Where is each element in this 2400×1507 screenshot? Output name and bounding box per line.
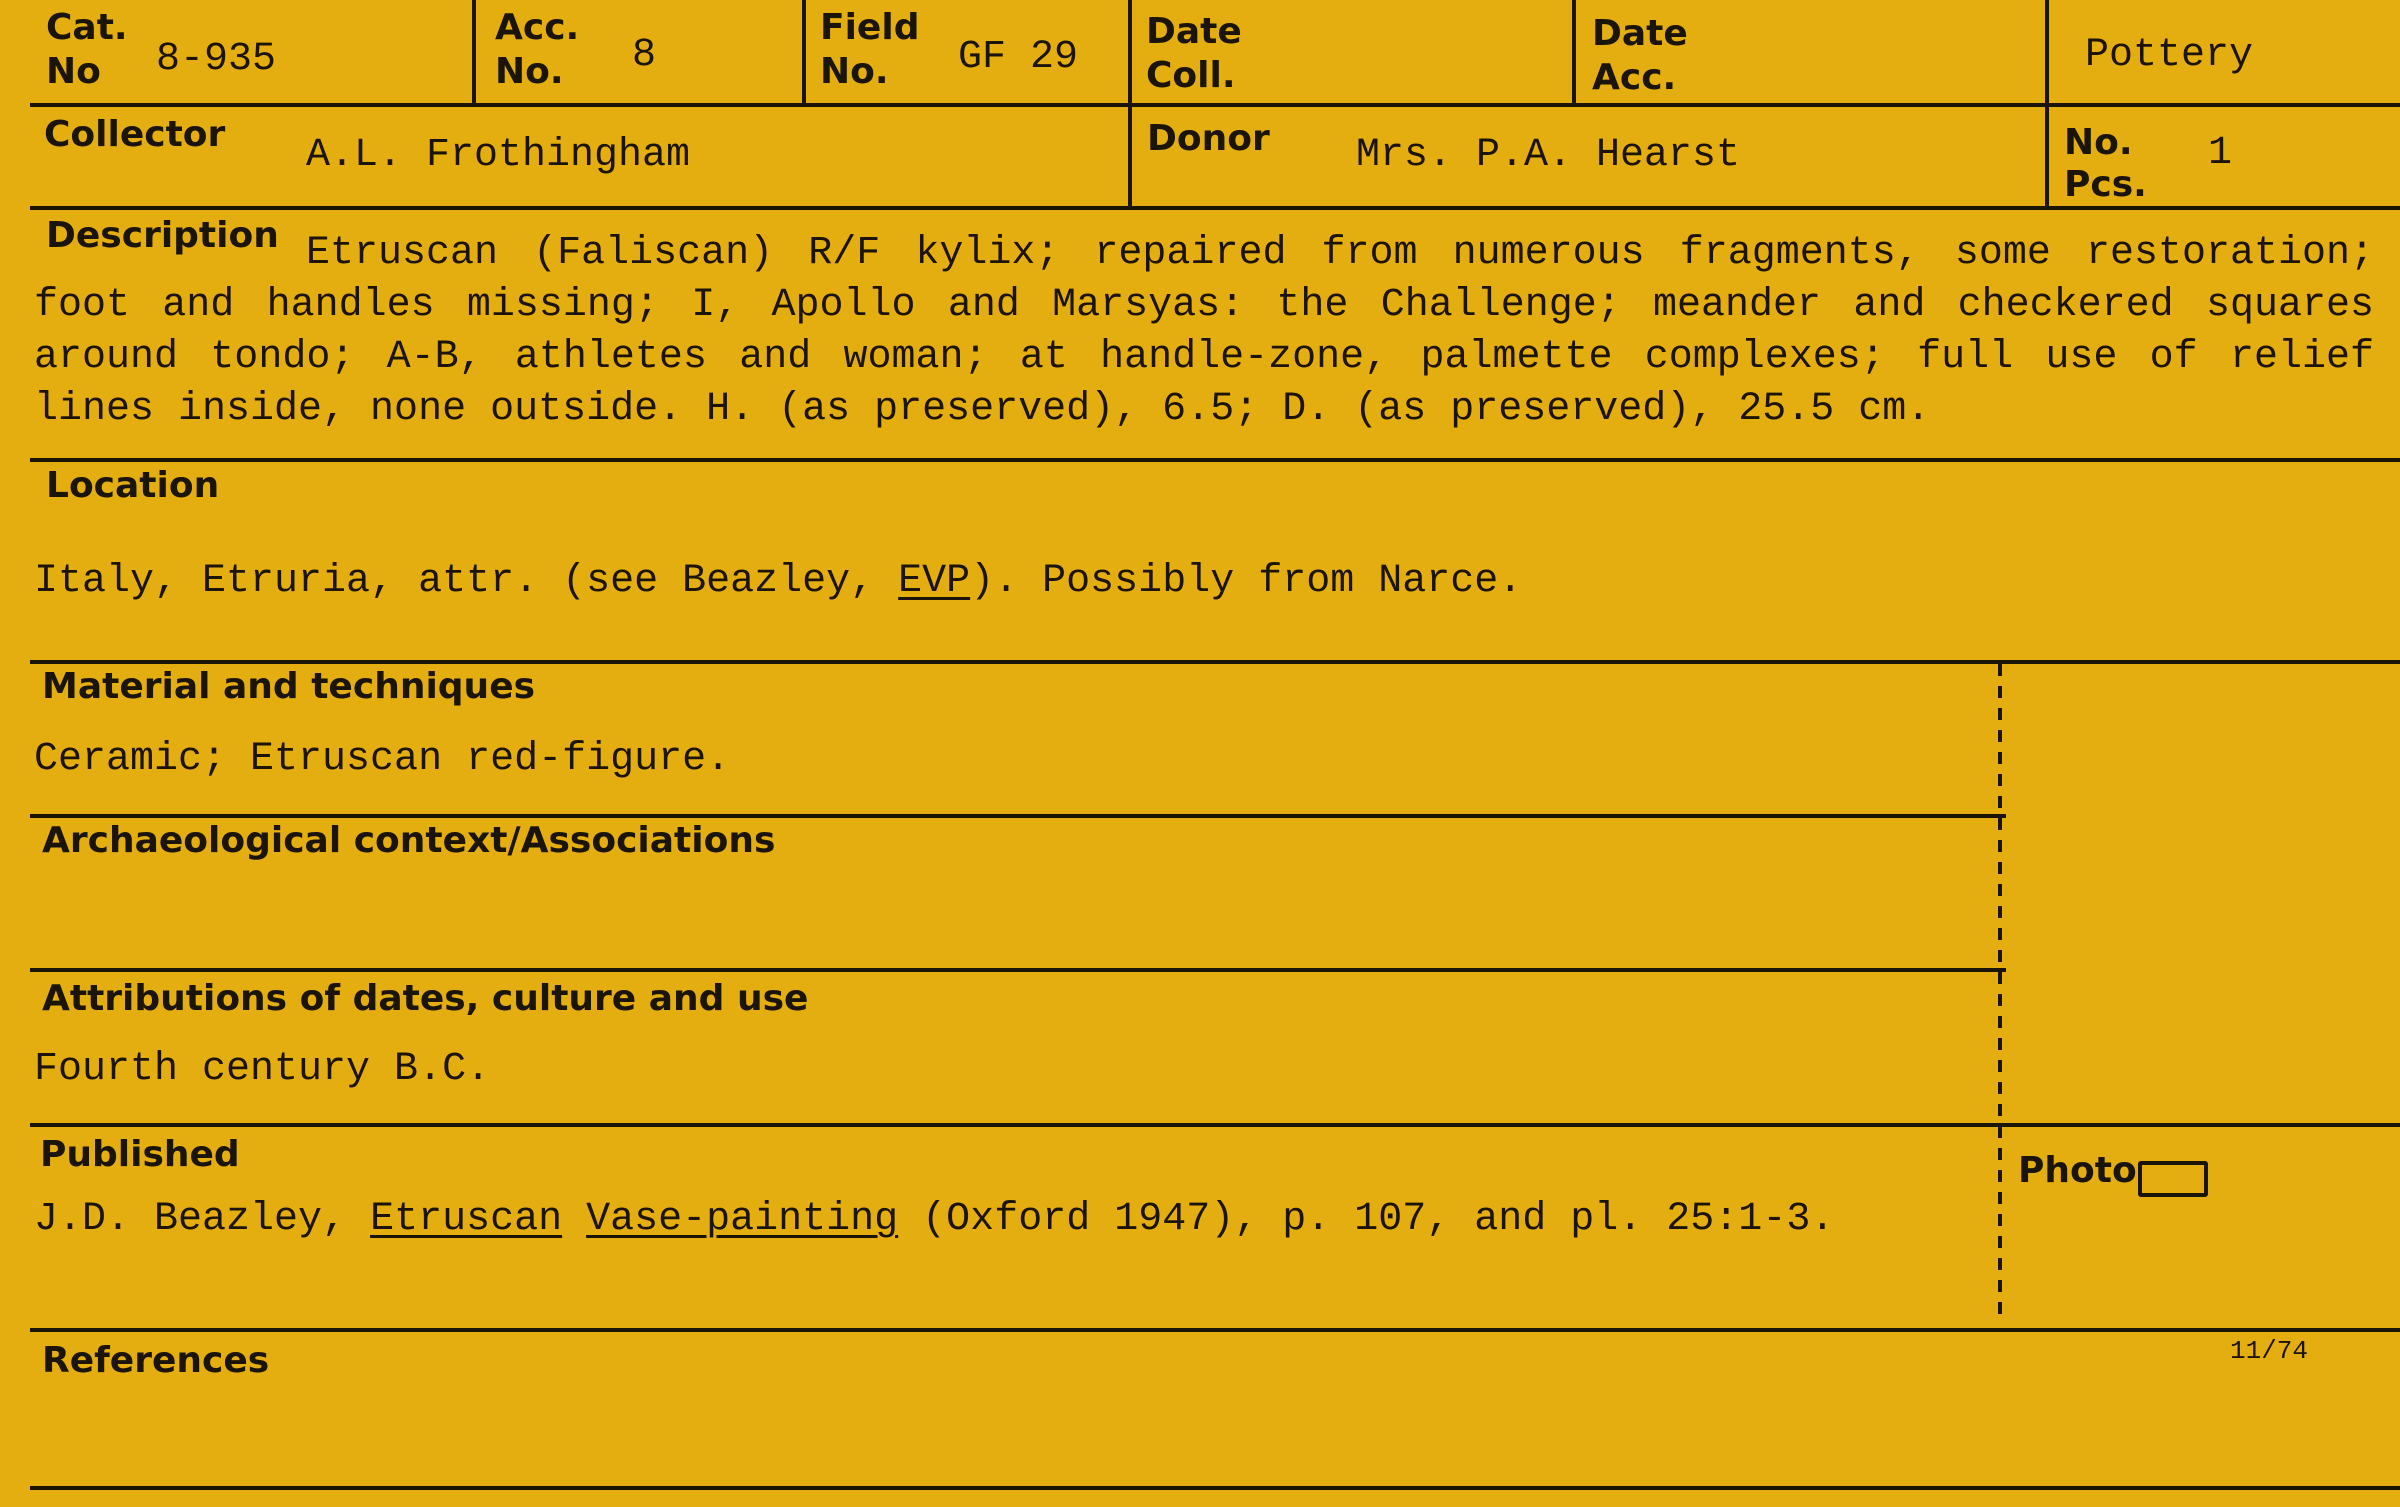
donor-label: Donor [1147,118,1270,159]
date-acc-label: Date Acc. [1592,13,1688,98]
divider-field-datecoll [1128,0,1132,208]
divider-acc-field [802,0,806,105]
collector-value: A.L. Frothingham [306,133,691,178]
date-stamp: 11/74 [2230,1336,2309,1366]
photo-column-divider [1998,664,2002,1324]
pcs-label: No. Pcs. [2064,122,2147,205]
location-text-before: Italy, Etruria, attr. (see Beazley, [34,559,899,604]
divider-dateacc-category [2045,0,2049,208]
donor-value: Mrs. P.A. Hearst [1356,133,1741,178]
description-label: Description [46,215,279,256]
published-author: J.D. Beazley, [34,1197,371,1242]
date-coll-label: Date Coll. [1146,11,1242,96]
field-no-value: GF 29 [958,35,1079,80]
divider-cat-acc [472,0,476,105]
rule-description-bottom [30,458,2400,462]
description-text: Etruscan (Faliscan) R/F kylix; repaired from numerous fragments, some restoration; foot and handles missing; I, Apollo and Marsyas: the Challenge; meander and checkered squares around tondo; A-B, athletes and woman; at handle-zone, palmette complexes; full use of relief lines inside, none outside. H. (as preserved), 6.5; D. (as preserved), 25.5 cm. [34,231,2374,432]
rule-published-bottom [30,1328,2400,1332]
acc-no-label: Acc. No. [495,7,580,92]
location-evp-underlined: EVP [898,559,971,604]
rule-attributions-bottom [30,1123,2400,1127]
context-label: Archaeological context/Associations [42,820,776,861]
attributions-label: Attributions of dates, culture and use [42,978,809,1019]
rule-context-bottom [30,968,2006,972]
acc-no-value: 8 [632,33,657,78]
field-no-label: Field No. [820,7,920,92]
rule-material-bottom [30,814,2006,818]
published-title-part2: Vase-painting [586,1197,899,1242]
published-rest: (Oxford 1947), p. 107, and pl. 25:1-3. [898,1197,1835,1242]
material-text: Ceramic; Etruscan red-figure. [34,737,731,782]
divider-datecoll-dateacc [1572,0,1576,105]
photo-label: Photo [2018,1150,2137,1191]
published-title-part1: Etruscan [370,1197,563,1242]
published-text [34,1194,1834,1246]
photo-checkbox [2138,1161,2208,1197]
attributions-text: Fourth century B.C. [34,1047,491,1092]
cat-no-value: 8-935 [156,37,277,82]
location-text-after: ). Possibly from Narce. [970,559,1523,604]
location-text [34,556,1522,608]
rule-location-bottom [30,660,2400,664]
category-value: Pottery [2085,33,2254,78]
references-label: References [42,1340,270,1381]
cat-no-label: Cat. No [46,7,128,92]
rule-card-bottom [30,1486,2400,1490]
collector-label: Collector [44,114,226,155]
published-label: Published [40,1134,240,1175]
material-label: Material and techniques [42,666,536,707]
location-label: Location [46,465,220,506]
pcs-value: 1 [2208,131,2233,176]
